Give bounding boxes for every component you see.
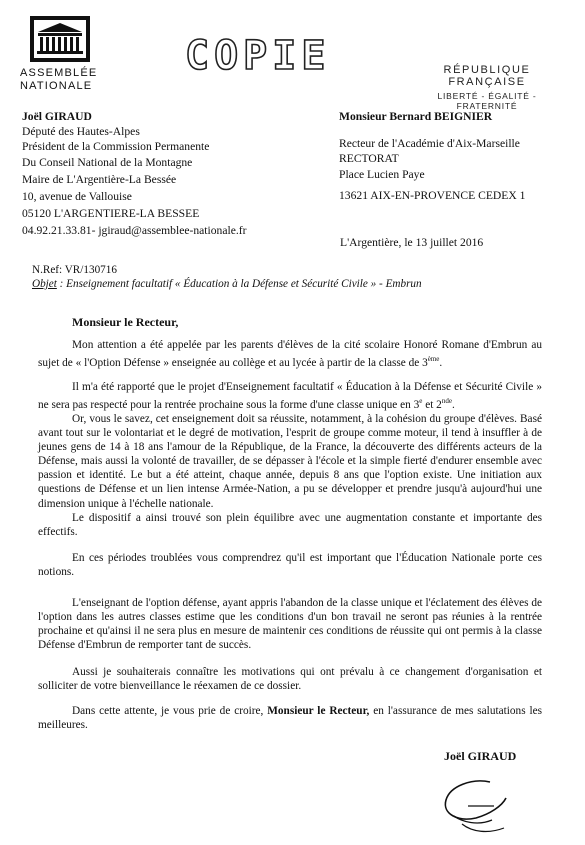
recipient-block: [339, 109, 525, 203]
body-paragraph-4: L'enseignant de l'option défense, ayant appris l'abandon de la classe unique et l'éclatement des élèves de l'option dans les autres classes estime que les conditions d'un bon travail ne seront pas réunies à la rentrée prochaine et qu'ainsi il ne sera plus en mesure de maintenir ces conditions de réussite qui ont permis à la classe Défense d'Embrun de remporter tant de succès.: [38, 597, 542, 652]
signature-name: Joël GIRAUD: [444, 749, 517, 763]
recipient-line: RECTORAT: [339, 152, 399, 166]
letter-date: L'Argentière, le 13 juillet 2016: [340, 236, 484, 249]
object-label: Objet: [32, 278, 57, 290]
sender-name: Joël GIRAUD: [22, 110, 92, 123]
recipient-name: Monsieur Bernard BEIGNIER: [339, 110, 493, 123]
recipient-line: Recteur de l'Académie d'Aix-Marseille: [339, 137, 520, 151]
body-paragraph-2c: Le dispositif a ainsi trouvé son plein équilibre avec une augmentation constante et importante des effectifs.: [38, 511, 542, 538]
sender-line: Maire de L'Argentière-La Bessée: [22, 172, 177, 186]
sender-contact: 04.92.21.33.81- jgiraud@assemblee-nationale.fr: [22, 224, 247, 238]
recipient-line: Place Lucien Paye: [339, 167, 425, 181]
sender-line: 10, avenue de Vallouise: [22, 190, 132, 204]
salutation: Monsieur le Recteur,: [72, 315, 179, 329]
reference-number: N.Ref: VR/130716: [32, 264, 117, 276]
body-paragraph-1: Mon attention a été appelée par les parents d'élèves de la cité scolaire Honoré Romane d'Embrun au sujet de « l'Option Défense » enseignée au collège et au lycée à partir de la classe de 3ème.: [38, 339, 542, 369]
body-paragraph-3: En ces périodes troublées vous comprendrez qu'il est important que l'Éducation Nationale porte ces notions.: [38, 552, 542, 579]
sender-line: Président de la Commission Permanente: [22, 140, 210, 154]
republic-header: [412, 64, 562, 111]
sender-line: 05120 L'ARGENTIERE-LA BESSEE: [22, 207, 200, 221]
reference-block: [32, 263, 422, 291]
object-line: [32, 277, 422, 291]
closing-paragraph: Dans cette attente, je vous prie de croire, Monsieur le Recteur, en l'assurance de mes salutations les meilleures.: [38, 705, 542, 732]
assemblee-nationale-logo: [20, 14, 100, 90]
sender-line: Du Conseil National de la Montagne: [22, 155, 193, 169]
body-paragraph-5: Aussi je souhaiterais connaître les motivations qui ont prévalu à ce changement d'organisation et solliciter de votre bienveillance le réexamen de ce dossier.: [38, 666, 542, 693]
handwritten-signature: [432, 776, 512, 843]
object-text: : Enseignement facultatif « Éducation à la Défense et Sécurité Civile » - Embrun: [56, 278, 422, 290]
republic-motto: LIBERTÉ - ÉGALITÉ - FRATERNITÉ: [437, 91, 537, 111]
body-paragraph-2: Il m'a été rapporté que le projet d'Enseignement facultatif « Éducation à la Défense et Sécurité Civile » ne sera pas respecté pour la rentrée prochaine sous la forme d'une classe unique en 3e et 2nde. Or, vous le savez, cet enseignement doit sa réussite, notamment, à la cohésion du groupe d'élèves. Basé avant tout sur le volontariat et le degré de motivation, l'esprit de groupe comme moteur, il tend à insuffler à de jeunes gens de 14 à 18 ans l'amour de la République, de la France, la découverte des différents acteurs de la Défense, mais aussi la volonté de travailler, de se dépasser à l'école et la simple fierté d'endurer ensemble avec passion et identité. Le but a été atteint, chaque année, depuis 8 ans que l'option existe. Une initiation aux questions de Défense et un lien intense Armée-Nation, a pu se développer et prendre jusqu'à aujourd'hui une dimension unique à l'échelle nationale. Le dispositif a ainsi trouvé son plein équilibre avec une augmentation constante et importante des effectifs.: [38, 381, 542, 538]
copie-stamp: COPIE: [185, 33, 331, 79]
logo-text-line1: ASSEMBLÉE: [20, 67, 98, 79]
assembly-building-icon: [28, 14, 92, 64]
republic-title: RÉPUBLIQUE FRANÇAISE: [443, 64, 531, 88]
body-paragraph-2b: Or, vous le savez, cet enseignement doit sa réussite, notamment, à la cohésion du groupe d'élèves. Basé avant tout sur le volontariat et le degré de motivation, l'esprit de groupe comme moteur, il tend à insuffler à de jeunes gens de 14 à 18 ans l'amour de la République, de la France, la découverte des différents acteurs de la Défense, mais aussi la volonté de travailler, de se dépasser à l'école et la simple fierté d'endurer ensemble avec passion et identité. Le but a été atteint, chaque année, depuis 8 ans que l'option existe. Une initiation aux questions de Défense et un lien intense Armée-Nation, a pu se développer et prendre jusqu'à aujourd'hui une dimension unique à l'échelle nationale.: [38, 412, 542, 510]
recipient-city: 13621 AIX-EN-PROVENCE CEDEX 1: [339, 188, 526, 202]
sender-line: Député des Hautes-Alpes: [22, 125, 140, 139]
sender-block: [22, 109, 246, 239]
logo-text-line2: NATIONALE: [20, 80, 93, 92]
